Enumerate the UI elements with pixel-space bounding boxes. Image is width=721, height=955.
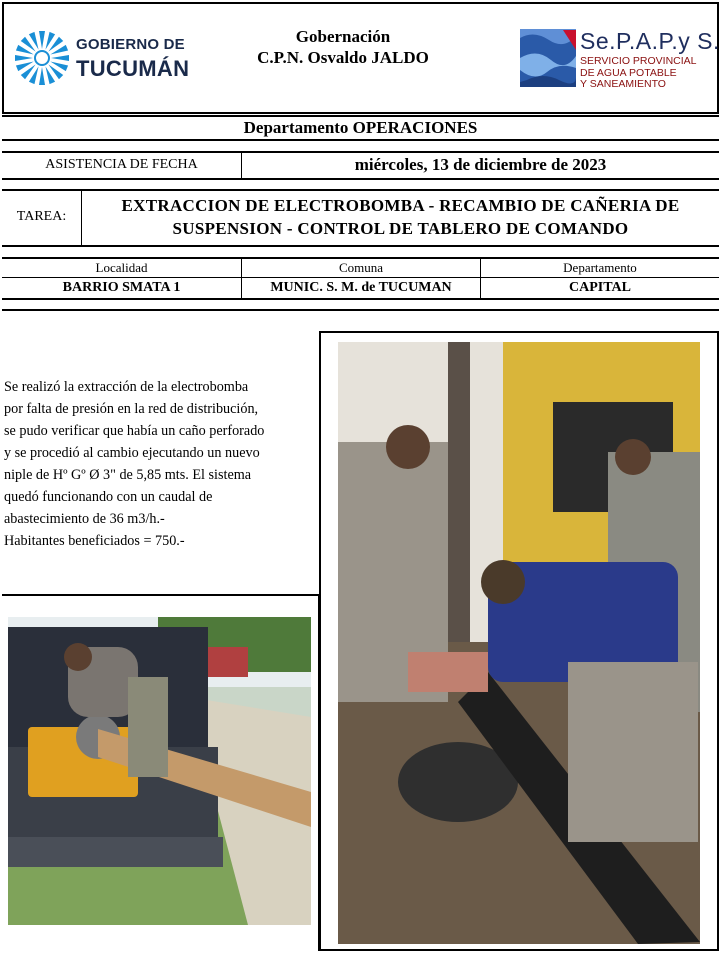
governor-block [230,26,456,68]
description-line: quedó funcionando con un caudal de [4,489,213,505]
task-label: TAREA: [16,209,67,224]
gobierno-logo-line2: TUCUMÁN [76,56,190,81]
section-divider [2,309,719,311]
description-line: abastecimiento de 36 m3/h.- [4,511,165,527]
sepapys-name: Se.P.A.P.y S. [580,28,720,54]
department-title: Departamento OPERACIONES [243,118,478,137]
gobernacion-label: Gobernación [295,27,391,46]
description-line: Habitantes beneficiados = 750.- [4,533,185,549]
description-line: por falta de presión en la red de distribución, [4,401,259,417]
value-comuna: MUNIC. S. M. de TUCUMAN [270,280,452,295]
header-localidad: Localidad [95,260,148,275]
value-localidad: BARRIO SMATA 1 [62,280,181,295]
sepapys-subtitle [580,56,712,91]
value-departamento: CAPITAL [569,280,631,295]
task-line: SUSPENSION - CONTROL DE TABLERO DE COMANDO [172,219,629,238]
attendance-label: ASISTENCIA DE FECHA [45,157,198,172]
table-row-divider [2,277,719,278]
sun-rays-icon [15,31,69,85]
task-description [82,194,719,240]
sepapys-subtitle-line: SERVICIO PROVINCIAL [580,55,697,67]
header-comuna: Comuna [338,260,384,275]
description-line: se pudo verificar que había un caño perforado [4,423,265,439]
gobierno-logo-line1: GOBIERNO DE [76,36,185,53]
work-description [4,376,310,552]
header-departamento: Departamento [563,260,637,275]
photo-pump-extraction [338,342,700,944]
photo-pipe-threading [8,617,311,925]
description-line: Se realizó la extracción de la electrobomba [4,379,249,395]
sepapys-subtitle-line: Y SANEAMIENTO [580,78,666,90]
task-line: EXTRACCION DE ELECTROBOMBA - RECAMBIO DE CAÑERIA DE [121,196,680,215]
sepapys-subtitle-line: DE AGUA POTABLE [580,66,677,79]
attendance-date: miércoles, 13 de diciembre de 2023 [354,155,607,174]
description-line: niple de Hº Gº Ø 3" de 5,85 mts. El sistema [4,467,252,483]
sepapys-logo-icon [519,28,577,88]
governor-name: C.P.N. Osvaldo JALDO [257,48,429,67]
description-line: y se procedió al cambio ejecutando un nuevo [4,445,260,461]
